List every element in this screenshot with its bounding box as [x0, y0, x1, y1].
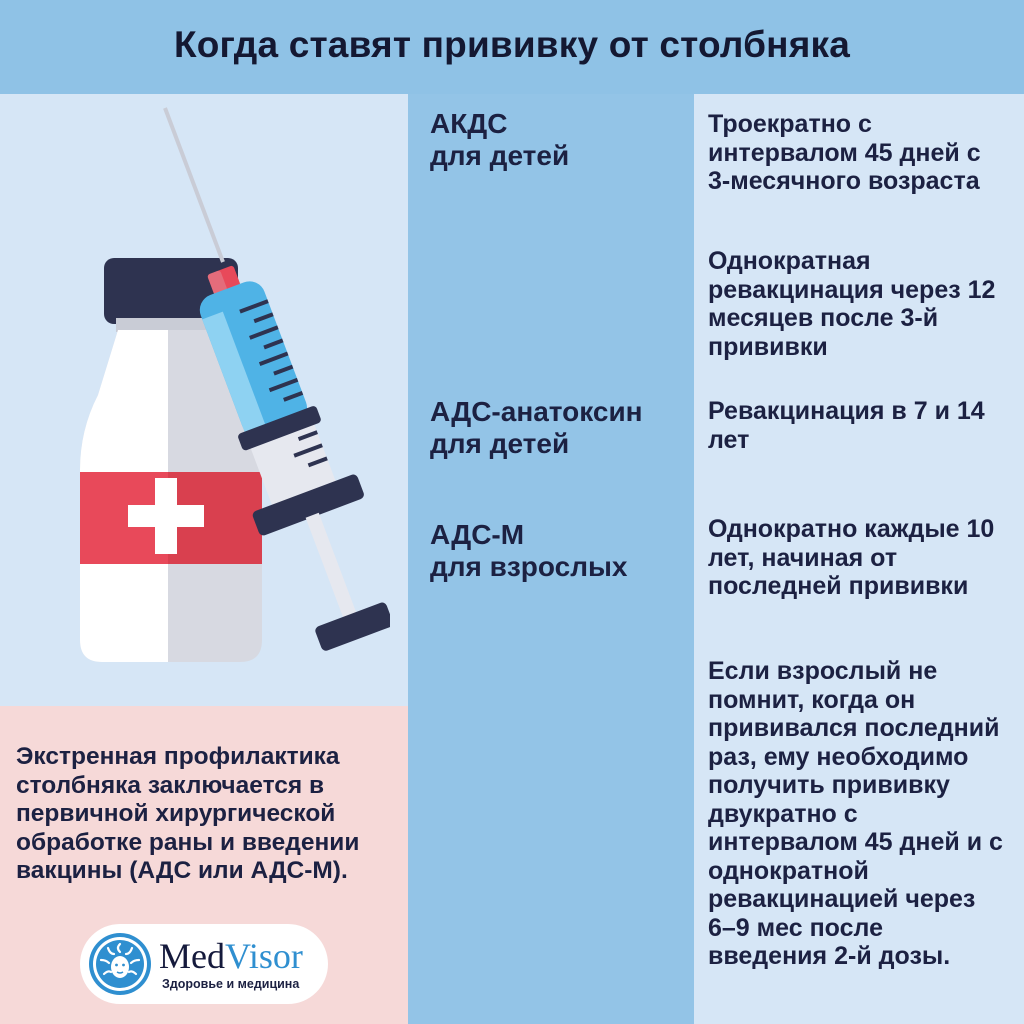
schedule-ads-m-regular: Однократно каждые 10 лет, начиная от последней прививки: [708, 515, 995, 600]
vaccine-name-ads-m: АДС-М для взрослых: [430, 519, 628, 582]
logo-name-med: Med: [159, 936, 225, 976]
vaccine-name-akds: АКДС для детей: [430, 108, 570, 171]
schedule-akds-booster: Однократная ревакцинация через 12 месяцев после 3-й прививки: [708, 247, 996, 361]
schedule-ads-anatoxin: Ревакцинация в 7 и 14 лет: [708, 397, 985, 454]
page-title: Когда ставят прививку от столбняка: [173, 24, 851, 65]
medvisor-logo[interactable]: [80, 924, 328, 1004]
emergency-prophylaxis-note: Экстренная профилактика столбняка заключается в первичной хирургической обработке раны и введении вакцины (АДС или АДС-М).: [16, 743, 360, 884]
title-bar: [0, 0, 1024, 94]
schedule-ads-m-unknown: Если взрослый не помнит, когда он прививался последний раз, ему необходимо получить прививку двукратно с интервалом 45 дней и с однократной ревакцинацией через 6–9 мес после введения 2-й дозы.: [708, 657, 1003, 970]
medusa-logo-icon: [88, 932, 152, 996]
vaccine-name-ads-anatoxin: АДС-анатоксин для детей: [430, 396, 643, 459]
logo-tagline: Здоровье и медицина: [162, 977, 300, 991]
schedule-akds-primary: Троекратно с интервалом 45 дней с 3-месячного возраста: [708, 110, 981, 195]
vaccine-illustration: [40, 100, 390, 680]
logo-name-visor: Visor: [225, 936, 303, 976]
logo-name: [159, 936, 303, 976]
